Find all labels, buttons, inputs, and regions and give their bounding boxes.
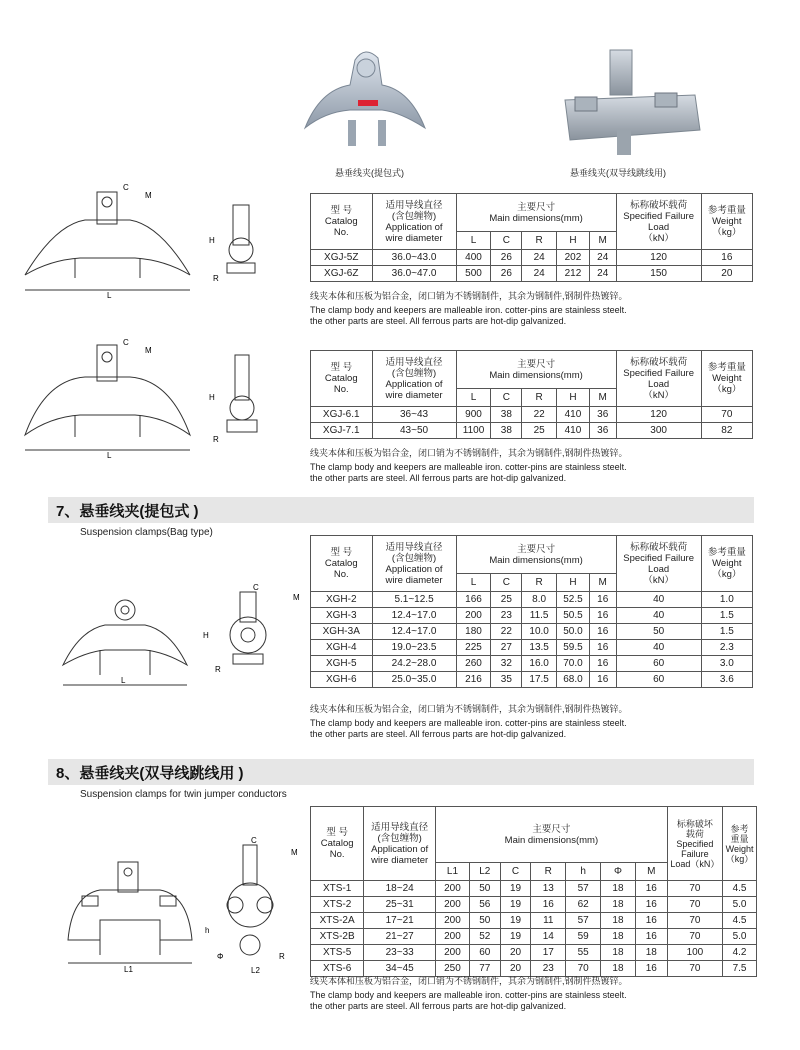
header-dims: 主要尺寸 Main dimensions(mm) [489,358,583,381]
col-c: C [491,389,522,407]
header-failure: 标称破坏载荷 Specified Failure Load （kN） [623,541,694,586]
col-h: H [557,389,590,407]
dim-label-h: H [209,393,215,402]
material-note-2: 线夹本体和压板为铝合金，闭口销为不锈钢制件，其余为钢制件,钢制件热镀锌。 The clamp body and keepers are malleable iron. cotter-pins are stainless steelt. the other parts are steel. All ferrous parts are hot-dip galvanized. [310,448,628,483]
table-row: XGH-5 24.2~28.0 260 32 16.0 70.0 16 60 3.0 [311,656,753,672]
dim-label-r: R [213,274,219,283]
header-dims: 主要尺寸 Main dimensions(mm) [456,194,616,232]
header-failure: 标称破坏载荷 Specified Failure Load （kN） [623,356,694,401]
dim-label-c: C [253,583,259,592]
dim-label-l1: L1 [124,965,133,974]
dim-label-r: R [279,952,285,961]
section-7-subtitle: Suspension clamps(Bag type) [80,527,213,538]
table-row: XGJ-5Z 36.0~43.0 400 26 24 202 24 120 16 [311,250,753,266]
table-row: XTS-5 23~33 200 60 20 17 55 18 18 100 4.2 [311,945,757,961]
dim-label-m: M [145,346,152,355]
product-photo-twin-jumper [555,45,705,160]
material-note-1: 线夹本体和压板为铝合金，闭口销为不锈钢制件，其余为钢制件,钢制件热镀锌。 The clamp body and keepers are malleable iron. cotter-pins are stainless steelt. the other parts are steel. All ferrous parts are hot-dip galvanized. [310,291,628,326]
dim-label-h: H [209,236,215,245]
col-r: R [522,232,557,250]
product-photo-bag-type [300,40,430,160]
drawing-xgj-front [15,335,200,460]
dim-label-c: C [123,183,129,192]
header-weight: 参考重量 Weight （kg） [707,362,746,395]
table-row: XGH-4 19.0~23.5 225 27 13.5 59.5 16 40 2.3 [311,640,753,656]
dim-label-m: M [145,191,152,200]
drawing-xgh-side [195,580,305,690]
header-weight: 参考 重量 Weight （kg） [725,823,754,864]
col-c: C [500,863,531,881]
col-m: M [589,574,616,592]
table-row: XGH-3 12.4~17.0 200 23 11.5 50.5 16 40 1.5 [311,608,753,624]
drawing-xgj-side [205,350,275,450]
dim-label-l: L [107,451,112,460]
header-wire: 适用导线直径 (含包缠物) Application of wire diameter [385,356,443,401]
spec-table-xgj-z [310,193,753,282]
dim-label-l: L [107,291,112,300]
dim-label-c: C [251,836,257,845]
col-h: H [557,232,590,250]
header-weight: 参考重量 Weight （kg） [701,194,752,250]
table-row: XTS-2B 21~27 200 52 19 14 59 18 16 70 5.0 [311,929,757,945]
section-8-subtitle: Suspension clamps for twin jumper conductors [80,789,287,800]
photo-caption-bag-type: 悬垂线夹(提包式) [335,168,404,178]
table-row: XGH-2 5.1~12.5 166 25 8.0 52.5 16 40 1.0 [311,592,753,608]
col-m: M [589,232,616,250]
col-r: R [531,863,566,881]
table-row: XGJ-6Z 36.0~47.0 500 26 24 212 24 150 20 [311,266,753,282]
header-weight: 参考重量 Weight （kg） [707,547,746,580]
header-failure: 标称破坏载荷 Specified Failure Load （kN） [616,194,701,250]
header-dims: 主要尺寸 Main dimensions(mm) [489,543,583,566]
table-row: XGH-3A 12.4~17.0 180 22 10.0 50.0 16 50 1.5 [311,624,753,640]
photo-caption-twin-jumper: 悬垂线夹(双导线跳线用) [570,168,666,178]
drawing-xgj-z-front [15,180,200,300]
col-h: H [557,574,590,592]
spec-table-xgj [310,350,753,439]
header-dims: 主要尺寸 Main dimensions(mm) [504,823,599,846]
table-row: XGJ-7.1 43~50 1100 38 25 410 36 300 82 [311,423,753,439]
col-l2: L2 [469,863,500,881]
header-catalog: 型 号 Catalog No. [324,362,358,395]
dim-label-r: R [215,665,221,674]
drawing-xts-front [60,860,200,975]
drawing-xgh-front [55,590,195,690]
table-row: XGH-6 25.0~35.0 216 35 17.5 68.0 16 60 3.6 [311,672,753,688]
col-c: C [491,232,522,250]
table-row: XTS-6 34~45 250 77 20 23 70 18 16 70 7.5 [311,961,757,977]
dim-label-l2: L2 [251,966,260,975]
dim-label-c: C [123,338,129,347]
col-r: R [522,389,557,407]
header-failure: 标称破坏 载荷 Specified Failure Load（kN） [670,818,720,869]
dim-label-m: M [291,848,298,857]
col-r: R [522,574,557,592]
drawing-xts-side [195,835,305,980]
table-row: XTS-1 18~24 200 50 19 13 57 18 16 70 4.5 [311,881,757,897]
material-note-3: 线夹本体和压板为铝合金，闭口销为不锈钢制件，其余为钢制件,钢制件热镀锌。 The clamp body and keepers are malleable iron. cotter-pins are stainless steelt. the other parts are steel. All ferrous parts are hot-dip galvanized. [310,704,628,739]
table-row: XTS-2A 17~21 200 50 19 11 57 18 16 70 4.5 [311,913,757,929]
col-m: M [589,389,616,407]
spec-table-xts [310,806,757,977]
col-l: L [456,232,491,250]
header-wire: 适用导线直径 (含包缠物) Application of wire diameter [385,541,443,586]
spec-table-xgh [310,535,753,688]
dim-label-phi: Φ [217,952,224,961]
header-wire: 适用导线直径 (含包缠物) Application of wire diameter [372,194,456,250]
drawing-xgj-z-side [205,195,275,290]
dim-label-h: H [203,631,209,640]
dim-label-r: R [213,435,219,444]
section-7-title: 7、悬垂线夹(提包式 ) [56,503,199,520]
col-c: C [491,574,522,592]
col-l: L [456,574,491,592]
col-h: h [566,863,601,881]
header-wire: 适用导线直径 (含包缠物) Application of wire diameter [371,821,429,866]
material-note-4: 线夹本体和压板为铝合金，闭口销为不锈钢制件，其余为钢制件,钢制件热镀锌。 The clamp body and keepers are malleable iron. cotter-pins are stainless steelt. the other parts are steel. All ferrous parts are hot-dip galvanized. [310,976,628,1011]
header-catalog: 型 号 Catalog No. [324,547,358,580]
dim-label-h: h [205,926,210,935]
table-row: XGJ-6.1 36~43 900 38 22 410 36 120 70 [311,407,753,423]
header-catalog: 型 号 Catalog No. [320,827,354,860]
table-row: XTS-2 25~31 200 56 19 16 62 18 16 70 5.0 [311,897,757,913]
section-8-title: 8、悬垂线夹(双导线跳线用 ) [56,765,244,782]
dim-label-l: L [121,676,126,685]
col-l: L [456,389,491,407]
col-phi: Φ [601,863,636,881]
dim-label-m: M [293,593,300,602]
col-m: M [635,863,667,881]
header-catalog: 型 号 Catalog No. [311,194,373,250]
col-l1: L1 [436,863,470,881]
